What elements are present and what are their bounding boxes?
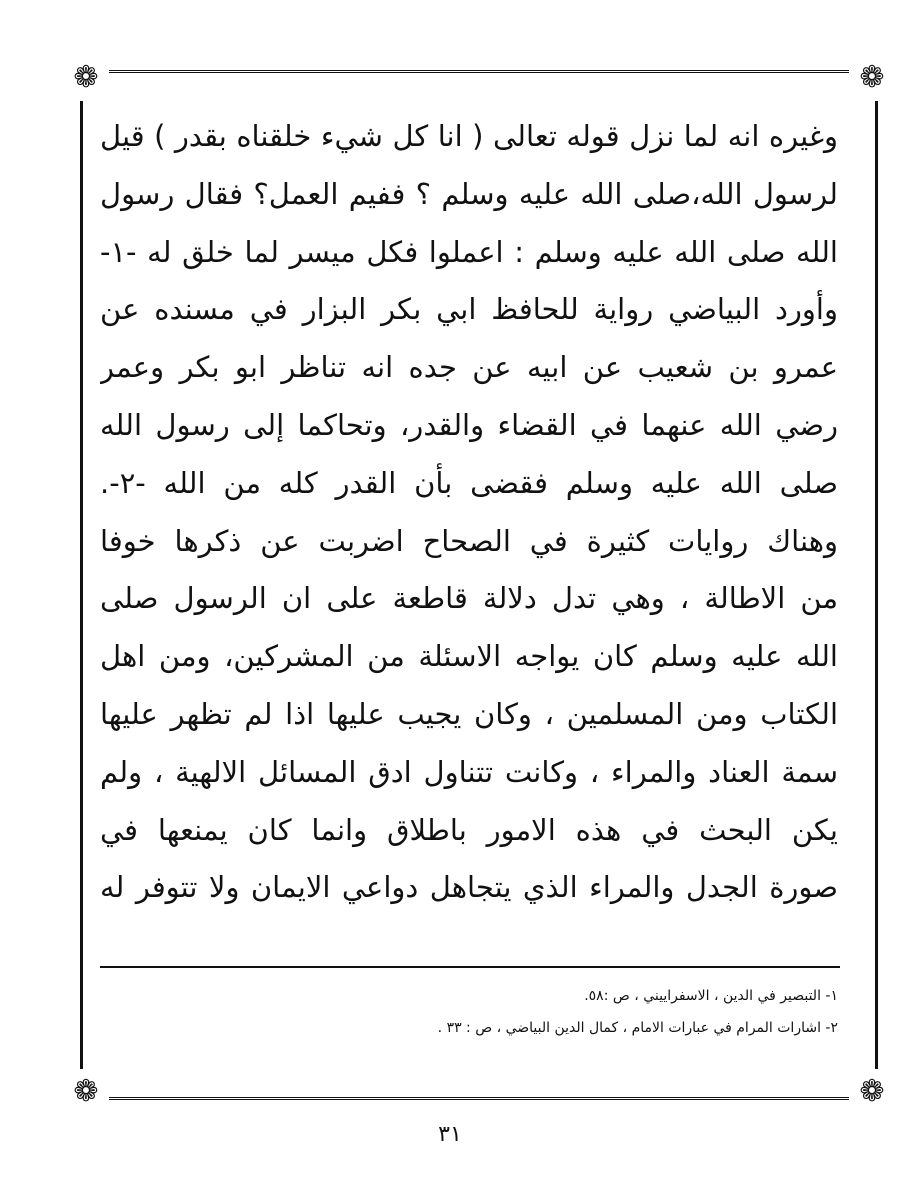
text-line: لرسول الله،صلى الله عليه وسلم ؟ ففيم العمل؟ فقال رسول (100, 176, 838, 211)
text-line: وهناك روايات كثيرة في الصحاح اضربت عن ذكرها خوفا (100, 523, 838, 558)
main-text-block (100, 108, 838, 917)
text-line: عمرو بن شعيب عن ابيه عن جده انه تناظر ابو بكر وعمر (100, 350, 838, 385)
text-line: وغيره انه لما نزل قوله تعالى ( انا كل شيء خلقناه بقدر ) قيل (100, 119, 838, 153)
text-line: رضي الله عنهما في القضاء والقدر، وتحاكما إلى رسول الله (100, 407, 838, 442)
footnote: ١- التبصير في الدين ، الاسفراييني ، ص :٥٨. (584, 988, 838, 1004)
text-line: سمة العناد والمراء ، وكانت تتناول ادق المسائل الالهية ، ولم (100, 754, 838, 789)
floral-corner-ornament-icon: ❁ (63, 1069, 109, 1115)
footnote-divider (100, 966, 840, 968)
text-line: يكن البحث في هذه الامور باطلاق وانما كان يمنعها في (100, 812, 838, 847)
text-line: من الاطالة ، وهي تدل دلالة قاطعة على ان الرسول صلى (100, 581, 838, 616)
footnotes (100, 980, 838, 1044)
text-line: صلى الله عليه وسلم فقضى بأن القدر كله من الله -٢-. (100, 465, 838, 500)
floral-corner-ornament-icon: ❁ (63, 55, 109, 101)
page-number: ٣١ (438, 1122, 462, 1147)
text-line: وأورد البياضي رواية للحافظ ابي بكر البزار في مسنده عن (100, 292, 838, 327)
footnote: ٢- اشارات المرام في عبارات الامام ، كمال الدين البياضي ، ص : ٣٣ . (437, 1020, 838, 1036)
text-line: صورة الجدل والمراء الذي يتجاهل دواعي الايمان ولا تتوفر له (100, 870, 838, 905)
floral-corner-ornament-icon: ❁ (849, 1069, 895, 1115)
floral-corner-ornament-icon: ❁ (849, 55, 895, 101)
text-line: الله صلى الله عليه وسلم : اعملوا فكل ميسر لما خلق له -١- (100, 234, 838, 269)
text-line: الله عليه وسلم كان يواجه الاسئلة من المشركين، ومن اهل (100, 639, 838, 674)
text-line: الكتاب ومن المسلمين ، وكان يجيب عليها اذا لم تظهر عليها (100, 696, 838, 731)
